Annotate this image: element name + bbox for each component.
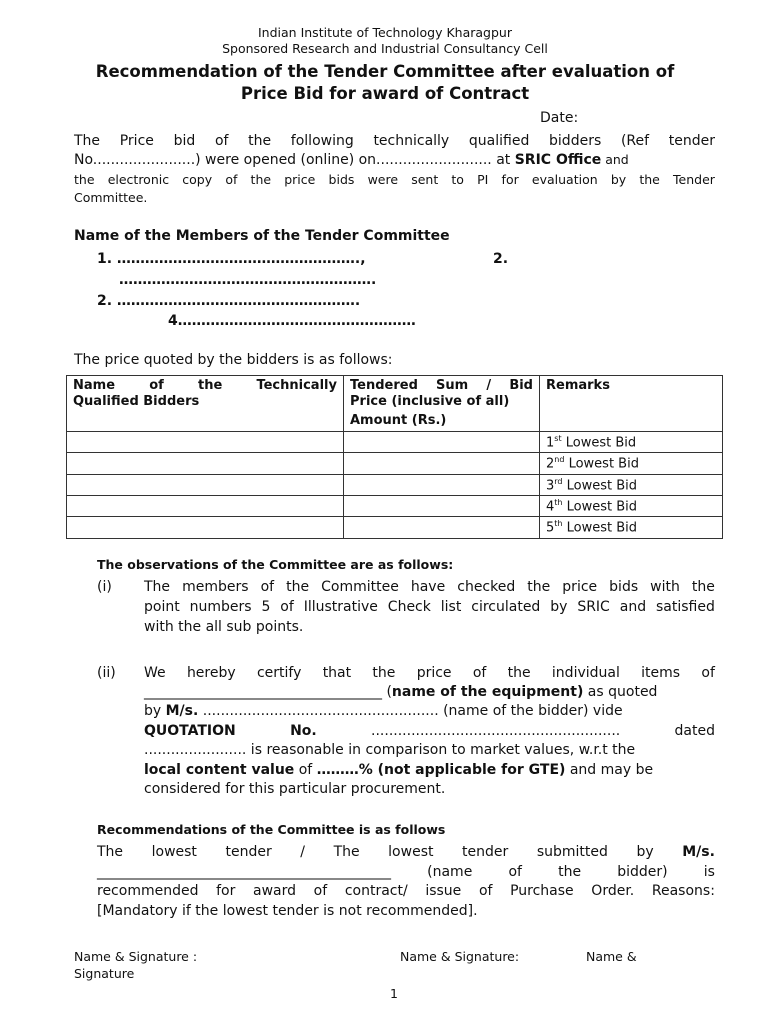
amount-cell[interactable] xyxy=(344,453,540,474)
rank-suffix: th xyxy=(554,519,563,529)
document-title-line2: Price Bid for award of Contract xyxy=(240,84,530,103)
member-2-label: 2. xyxy=(493,251,509,267)
word: of xyxy=(225,172,238,187)
word: of xyxy=(508,864,522,880)
word: We xyxy=(144,665,166,681)
observation-i-line1 xyxy=(144,579,715,595)
bidder-name-cell[interactable] xyxy=(67,517,344,538)
bidder-name-cell[interactable] xyxy=(67,474,344,495)
signature-3: Name & xyxy=(586,949,637,964)
rank-number: 2 xyxy=(546,456,555,472)
word: that xyxy=(322,665,352,681)
intro-line4: Committee. xyxy=(74,190,148,205)
word: with xyxy=(650,579,680,595)
word: award xyxy=(253,883,297,899)
observation-ii-label: (ii) xyxy=(97,665,116,681)
member-1-continuation: ………………………………………………. xyxy=(119,272,377,288)
word: (name xyxy=(427,864,473,880)
word: of xyxy=(478,883,493,899)
word: tender xyxy=(462,844,509,860)
word: sent xyxy=(411,172,439,187)
word: electronic xyxy=(107,172,170,187)
word: Order. xyxy=(591,883,635,899)
word: Reasons: xyxy=(651,883,715,899)
recommendation-line4: [Mandatory if the lowest tender is not recommended]. xyxy=(97,903,478,919)
word: Name xyxy=(73,378,116,393)
amount-cell[interactable] xyxy=(344,474,540,495)
word: and xyxy=(619,599,647,615)
word: (Ref xyxy=(620,133,650,149)
word: / xyxy=(300,844,305,860)
observation-ii-line6: local content value of ………% (not applicable for GTE) and may be xyxy=(144,762,654,778)
institute-name: Indian Institute of Technology Kharagpur xyxy=(258,25,512,40)
word: the xyxy=(74,172,95,187)
word: Check xyxy=(387,599,431,615)
word: copy xyxy=(182,172,213,187)
remarks-cell xyxy=(540,432,723,453)
signature-1: Name & Signature : xyxy=(74,949,198,964)
word: the xyxy=(286,579,310,595)
col-header-remarks: Remarks xyxy=(540,376,723,432)
word: The xyxy=(97,844,124,860)
table-intro: The price quoted by the bidders is as follows: xyxy=(74,352,393,368)
word: The xyxy=(74,133,101,149)
rank-number: 4 xyxy=(546,499,555,515)
member-3: 2. ……………………………………………. xyxy=(97,293,361,309)
word: have xyxy=(410,579,446,595)
page-number: 1 xyxy=(390,986,398,1001)
word: of xyxy=(280,599,294,615)
word: / xyxy=(486,378,492,393)
word: price xyxy=(284,172,316,187)
word: by xyxy=(636,844,654,860)
word: following xyxy=(290,133,354,149)
word: SRIC xyxy=(577,599,610,615)
observation-ii-line5: ....................... is reasonable in comparison to market values, w.r.t the xyxy=(144,742,636,758)
observation-ii-line2: __________________________________ (name of the equipment) as quoted xyxy=(144,684,658,700)
word: the xyxy=(691,579,715,595)
word: of xyxy=(260,579,275,595)
word: submitted xyxy=(536,844,608,860)
remarks-cell xyxy=(540,495,723,516)
word: 5 xyxy=(261,599,271,615)
observations-heading: The observations of the Committee are as follows: xyxy=(97,557,454,572)
word: tender xyxy=(668,133,715,149)
word: Bid xyxy=(509,378,533,393)
observation-ii-line3: by M/s. ..................................................... (name of the bidder) vide xyxy=(144,703,623,719)
word: PI xyxy=(477,172,489,187)
word: Tendered xyxy=(350,378,418,393)
bidder-name-cell[interactable] xyxy=(67,495,344,516)
word: __________________________________________ xyxy=(97,864,391,880)
word: Price xyxy=(119,133,154,149)
word: of xyxy=(701,665,715,681)
member-1: 1. ……………………………………………., xyxy=(97,251,366,267)
word: The xyxy=(333,844,360,860)
word: of xyxy=(313,883,328,899)
word: items xyxy=(641,665,681,681)
observation-ii-line4: QUOTATION No. ........................................................ dated xyxy=(144,723,715,739)
table-row xyxy=(67,495,723,516)
word: bids xyxy=(328,172,355,187)
word: the xyxy=(372,665,396,681)
word: individual xyxy=(551,665,620,681)
amount-cell[interactable] xyxy=(344,517,540,538)
word: recommended xyxy=(97,883,199,899)
word: point xyxy=(144,599,180,615)
word: bidders xyxy=(549,133,602,149)
recommendation-line1: The lowest tender / The lowest tender submitted by M/s. xyxy=(97,844,715,860)
bidder-name-cell[interactable] xyxy=(67,432,344,453)
word: is xyxy=(703,864,715,880)
observation-ii-line7: considered for this particular procurement. xyxy=(144,781,446,797)
rank-number: 1 xyxy=(546,435,555,451)
word: list xyxy=(440,599,462,615)
recommendation-line2 xyxy=(97,864,715,880)
word: lowest xyxy=(388,844,434,860)
word: members xyxy=(182,579,249,595)
col-header-amount: Tendered Sum / Bid Price (inclusive of all) Amount (Rs.) xyxy=(344,376,540,432)
amount-cell[interactable] xyxy=(344,495,540,516)
word: were xyxy=(367,172,399,187)
word: to xyxy=(451,172,464,187)
rank-label: Lowest Bid xyxy=(564,456,639,472)
rank-suffix: nd xyxy=(554,455,565,465)
col-header-bidders: Name of the Technically Qualified Bidders xyxy=(67,376,344,432)
remarks-cell xyxy=(540,474,723,495)
word: checked xyxy=(457,579,516,595)
word: contract/ xyxy=(344,883,408,899)
member-4: 4…………………………………………… xyxy=(168,313,416,329)
date-label: Date: xyxy=(540,110,579,126)
table-row xyxy=(67,453,723,474)
observation-ii-line1 xyxy=(144,665,715,681)
rank-label: Lowest Bid xyxy=(562,520,638,536)
document-title-line1: Recommendation of the Tender Committee after evaluation of xyxy=(95,62,675,81)
word: by xyxy=(610,172,627,187)
rank-label: Lowest Bid xyxy=(561,435,637,451)
word: numbers xyxy=(189,599,252,615)
intro-line1 xyxy=(74,133,715,149)
word: tender xyxy=(225,844,272,860)
rank-number: 3 xyxy=(546,477,555,493)
rank-suffix: th xyxy=(554,497,563,507)
word: the xyxy=(248,133,272,149)
word: the xyxy=(197,378,223,393)
word: The xyxy=(144,579,171,595)
rank-suffix: st xyxy=(554,434,562,443)
word: certify xyxy=(256,665,302,681)
amount-cell[interactable] xyxy=(344,432,540,453)
word: hereby xyxy=(186,665,236,681)
word: the xyxy=(639,172,660,187)
rank-label: Lowest Bid xyxy=(562,499,638,515)
observation-i-label: (i) xyxy=(97,579,112,595)
word: evaluation xyxy=(531,172,598,187)
word: lowest xyxy=(151,844,197,860)
table-row xyxy=(67,474,723,495)
cell-name: Sponsored Research and Industrial Consultancy Cell xyxy=(222,41,548,56)
word: of xyxy=(214,133,229,149)
remarks-cell xyxy=(540,453,723,474)
signature-3-continuation: Signature xyxy=(74,966,135,981)
word: of xyxy=(472,665,487,681)
recommendation-line3 xyxy=(97,883,715,899)
members-heading: Name of the Members of the Tender Committee xyxy=(74,228,450,244)
word: by xyxy=(550,599,568,615)
word: the xyxy=(527,579,551,595)
table-row xyxy=(67,432,723,453)
bidder-name-cell[interactable] xyxy=(67,453,344,474)
rank-number: 5 xyxy=(546,520,555,536)
word: Tender xyxy=(673,172,715,187)
word: bidder) xyxy=(617,864,668,880)
word: Technically xyxy=(256,378,337,393)
word: qualified xyxy=(468,133,530,149)
word: price xyxy=(416,665,452,681)
word: for xyxy=(501,172,519,187)
rank-label: Lowest Bid xyxy=(562,477,638,493)
word: circulated xyxy=(471,599,541,615)
recommendation-heading: Recommendations of the Committee is as follows xyxy=(97,822,446,837)
signature-2: Name & Signature: xyxy=(400,949,520,964)
word: issue xyxy=(425,883,462,899)
table-row xyxy=(67,517,723,538)
word: bid xyxy=(173,133,196,149)
word: Purchase xyxy=(510,883,574,899)
word: bids xyxy=(609,579,639,595)
word: price xyxy=(562,579,598,595)
word: the xyxy=(507,665,531,681)
rank-suffix: rd xyxy=(554,476,563,486)
remarks-cell xyxy=(540,517,723,538)
word: of xyxy=(149,378,164,393)
price-bid-table xyxy=(66,375,723,539)
intro-line3 xyxy=(74,172,715,187)
intro-line2: No.......................) were opened (online) on.......................... at SRIC Office and xyxy=(74,152,629,168)
word: Committee xyxy=(321,579,399,595)
word: the xyxy=(558,864,582,880)
word: Illustrative xyxy=(303,599,378,615)
observation-i-line2 xyxy=(144,599,715,615)
word: satisfied xyxy=(656,599,715,615)
word: for xyxy=(216,883,236,899)
observation-i-line3: with the all sub points. xyxy=(144,619,304,635)
word: technically xyxy=(373,133,450,149)
word: the xyxy=(250,172,272,187)
word: Sum xyxy=(436,378,469,393)
